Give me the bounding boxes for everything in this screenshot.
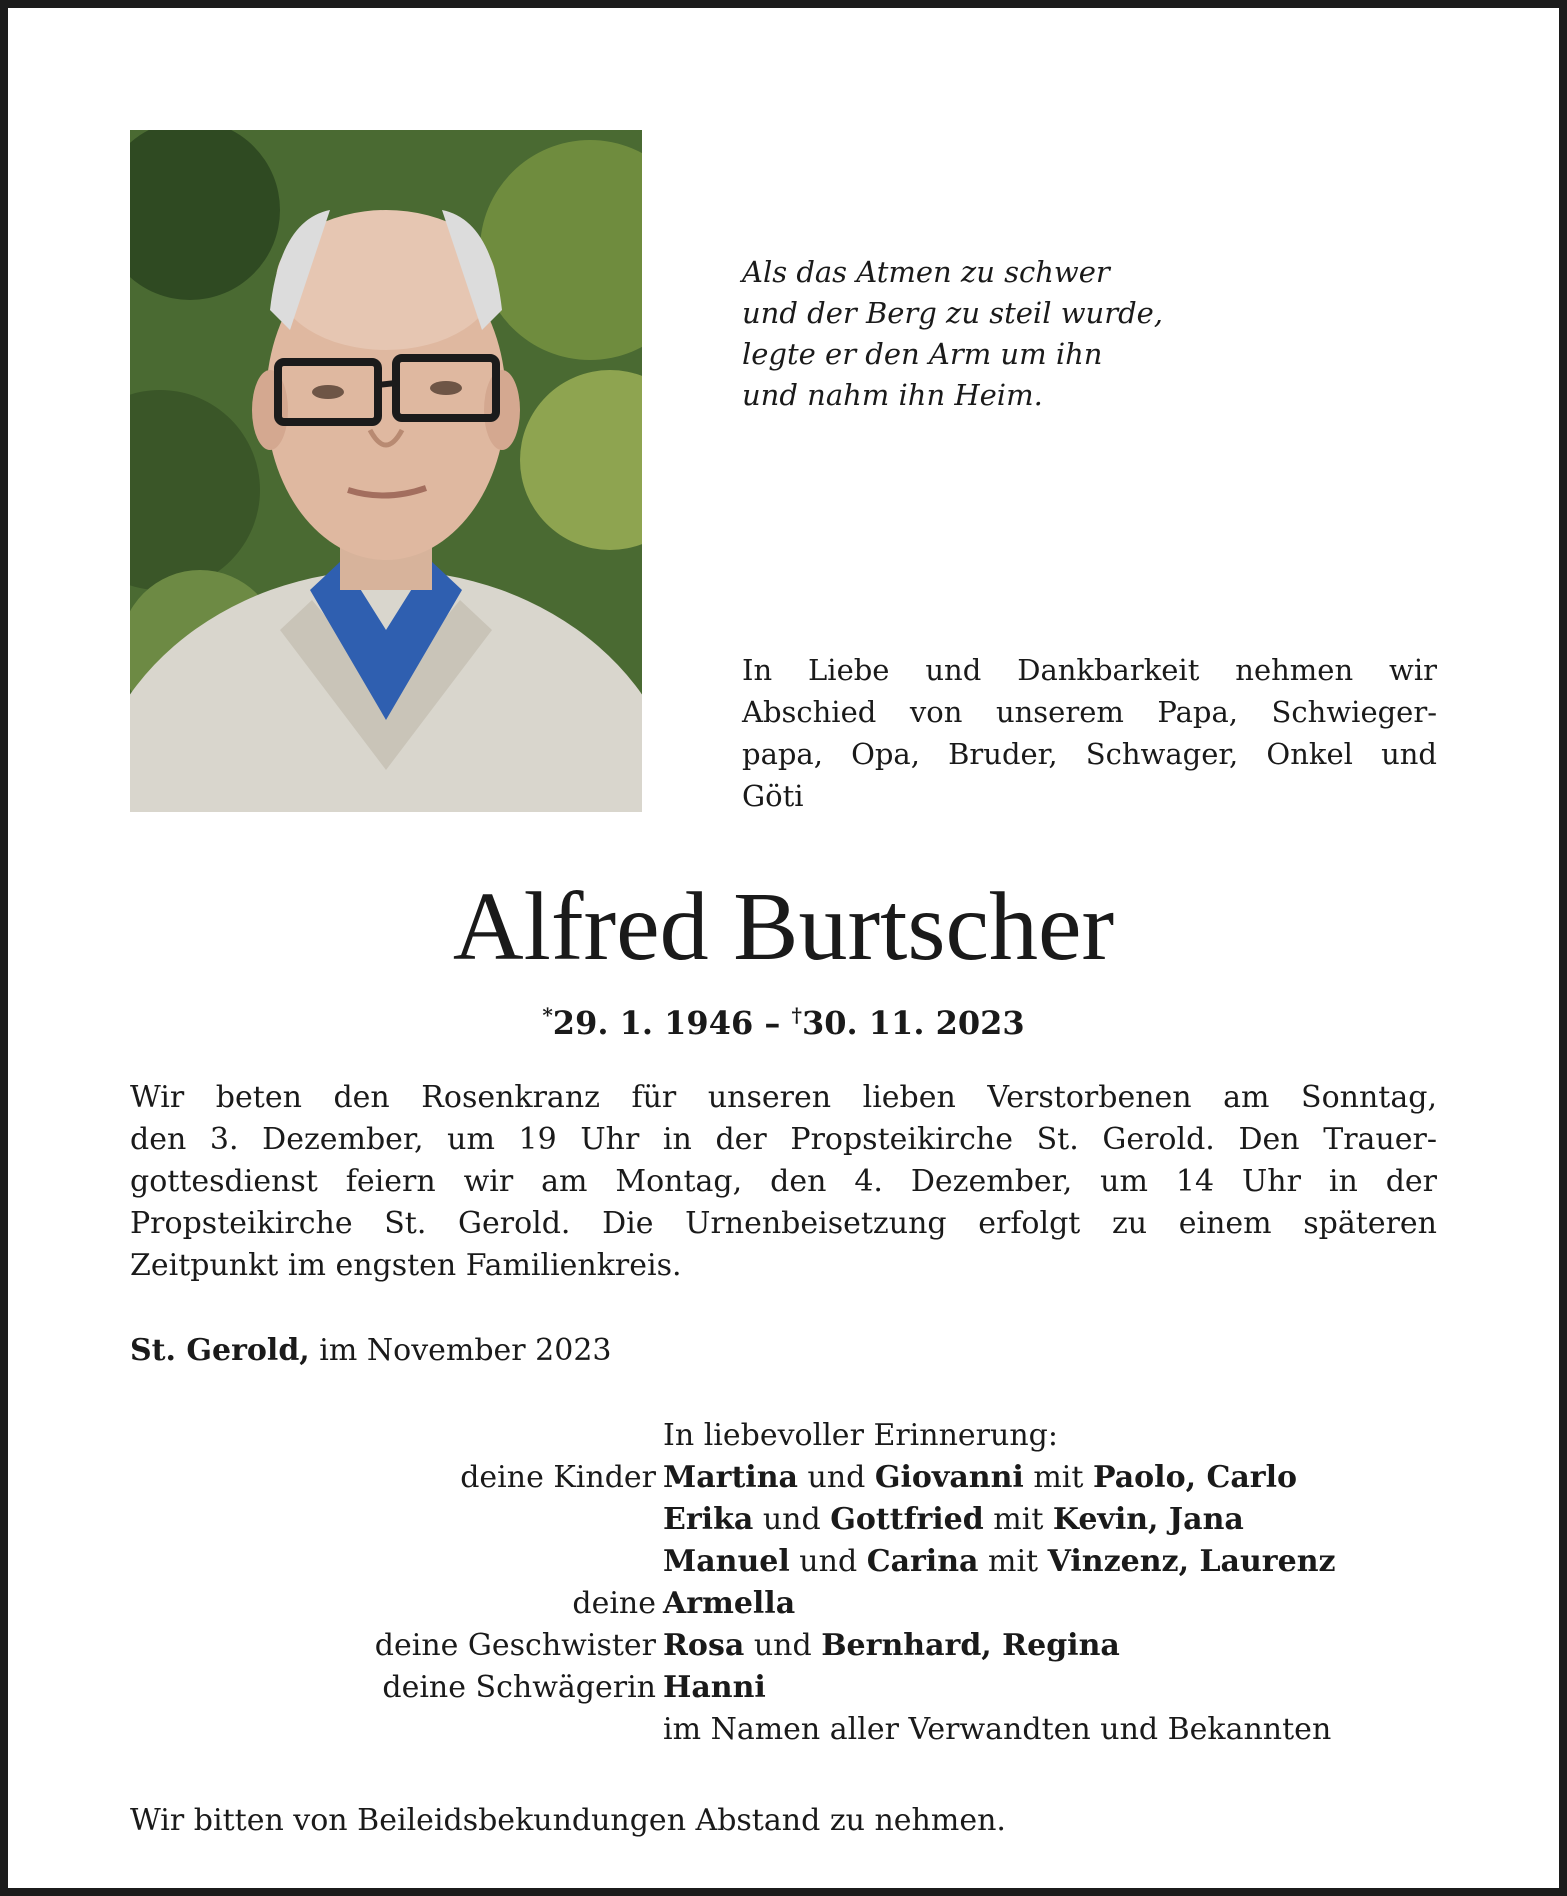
- service-line: Propsteikirche St. Gerold. Die Urnenbeisetzung erfolgt zu einem späteren: [130, 1206, 1437, 1241]
- place-date: [130, 1330, 612, 1372]
- family-connector: und: [744, 1628, 822, 1663]
- family-names: [663, 1541, 1336, 1583]
- family-member-name: Erika: [663, 1502, 754, 1537]
- intro-text: [742, 649, 1437, 817]
- intro-line: Göti: [742, 779, 804, 813]
- poem-line: Als das Atmen zu schwer: [742, 255, 1110, 289]
- family-names: [663, 1457, 1297, 1499]
- family-relation: deine Geschwister: [374, 1628, 656, 1663]
- family-member-name: Rosa: [663, 1628, 745, 1663]
- family-relation: deine Schwägerin: [382, 1670, 656, 1705]
- family-row: [0, 1457, 1567, 1499]
- family-relation: deine Kinder: [460, 1460, 656, 1495]
- place-location: St. Gerold,: [130, 1333, 310, 1368]
- family-member-name: Giovanni: [874, 1460, 1024, 1495]
- life-dates: [0, 995, 1567, 1043]
- family-row: [0, 1667, 1567, 1709]
- service-line: Wir beten den Rosenkranz für unseren lieben Verstorbenen am Sonntag,: [130, 1080, 1437, 1115]
- family-member-name: Paolo, Carlo: [1092, 1460, 1298, 1495]
- family-member-name: Bernhard, Regina: [821, 1628, 1120, 1663]
- service-text: [130, 1077, 1437, 1287]
- family-member-name: Kevin, Jana: [1052, 1502, 1244, 1537]
- poem: [742, 252, 1302, 416]
- family-connector: mit: [983, 1502, 1053, 1537]
- family-connector: und: [789, 1544, 867, 1579]
- family-row: [0, 1499, 1567, 1541]
- death-symbol: †: [791, 1003, 802, 1027]
- memory-heading: In liebevoller Erinnerung:: [663, 1418, 1058, 1453]
- date-separator: –: [753, 1004, 792, 1042]
- birth-date: 29. 1. 1946: [552, 1004, 754, 1042]
- deceased-name: Alfred Burtscher: [452, 873, 1115, 981]
- family-member-name: Armella: [663, 1586, 796, 1621]
- closing-note: Wir bitten von Beileidsbekundungen Abstand zu nehmen.: [130, 1803, 1006, 1838]
- family-names: [663, 1709, 1331, 1751]
- family-member-name: Manuel: [663, 1544, 790, 1579]
- birth-symbol: *: [542, 1003, 553, 1027]
- death-date: 30. 11. 2023: [801, 1004, 1025, 1042]
- family-connector: mit: [1023, 1460, 1093, 1495]
- family-row: [0, 1541, 1567, 1583]
- family-names: [663, 1583, 795, 1625]
- service-line: gottesdienst feiern wir am Montag, den 4. Dezember, um 14 Uhr in der: [130, 1164, 1437, 1199]
- family-member-name: Hanni: [663, 1670, 766, 1705]
- service-line: den 3. Dezember, um 19 Uhr in der Propsteikirche St. Gerold. Den Trauer-: [130, 1122, 1437, 1157]
- family-row: [0, 1709, 1567, 1751]
- portrait-photo: [130, 130, 642, 812]
- family-connector: im Namen aller Verwandten und Bekannten: [663, 1712, 1332, 1747]
- place-date-text: im November 2023: [309, 1333, 612, 1368]
- family-relation: deine: [572, 1586, 656, 1621]
- family-member-name: Gottfried: [830, 1502, 984, 1537]
- family-names: [663, 1625, 1120, 1667]
- family-connector: mit: [978, 1544, 1048, 1579]
- family-names: [663, 1499, 1244, 1541]
- intro-line: papa, Opa, Bruder, Schwager, Onkel und: [742, 737, 1437, 771]
- intro-line: Abschied von unserem Papa, Schwieger-: [742, 695, 1437, 729]
- family-member-name: Carina: [866, 1544, 979, 1579]
- family-member-name: Martina: [663, 1460, 798, 1495]
- family-member-name: Vinzenz, Laurenz: [1047, 1544, 1336, 1579]
- family-list: [0, 1457, 1567, 1751]
- intro-line: In Liebe und Dankbarkeit nehmen wir: [742, 653, 1437, 687]
- poem-line: und der Berg zu steil wurde,: [742, 296, 1164, 330]
- family-connector: und: [797, 1460, 875, 1495]
- family-row: [0, 1625, 1567, 1667]
- family-connector: und: [753, 1502, 831, 1537]
- family-row: [0, 1583, 1567, 1625]
- poem-line: legte er den Arm um ihn: [742, 337, 1103, 371]
- family-names: [663, 1667, 766, 1709]
- poem-line: und nahm ihn Heim.: [742, 378, 1043, 412]
- service-line: Zeitpunkt im engsten Familienkreis.: [130, 1248, 682, 1283]
